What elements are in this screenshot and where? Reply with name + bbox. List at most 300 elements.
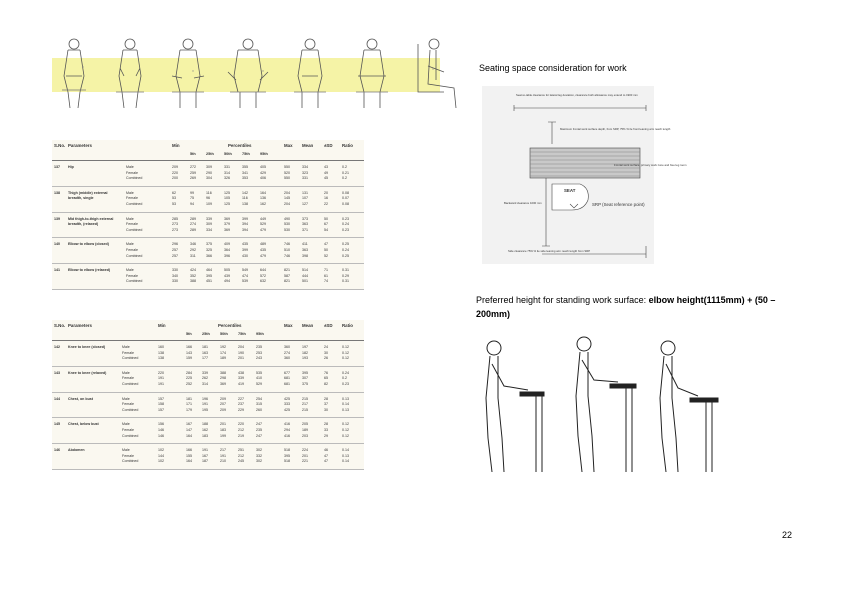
- table-cell: 399: [242, 216, 248, 221]
- table-cell: 20: [324, 190, 328, 195]
- table-cell: 330: [172, 268, 178, 273]
- table-cell: 67: [324, 222, 328, 227]
- table-cell: 821: [284, 268, 290, 273]
- table-cell: 247: [256, 433, 262, 438]
- table-cell: 464: [206, 268, 212, 273]
- table-row: [52, 279, 364, 285]
- table-cell: 677: [284, 370, 290, 375]
- sex-label: Female: [122, 427, 134, 432]
- sex-label: Male: [122, 422, 130, 427]
- table-cell: 0.08: [342, 190, 349, 195]
- table-cell: 177: [202, 356, 208, 361]
- table-cell: 444: [302, 273, 308, 278]
- table-cell: 247: [256, 422, 262, 427]
- row-number: 144: [54, 396, 60, 401]
- table-cell: 435: [260, 247, 266, 252]
- table-cell: 257: [172, 247, 178, 252]
- table-cell: 166: [186, 345, 192, 349]
- table-cell: 0.25: [342, 242, 349, 247]
- table-cell: 260: [256, 407, 262, 412]
- table-cell: 204: [284, 190, 290, 195]
- table-row-group: [52, 341, 364, 367]
- table-cell: 182: [302, 350, 308, 355]
- col-mean: Mean: [302, 323, 314, 328]
- table-cell: 309: [206, 222, 212, 227]
- table-cell: 82: [324, 381, 328, 386]
- parameter-name: Abdomen: [68, 448, 85, 453]
- table-cell: 0.23: [342, 227, 349, 232]
- col-sd: ±SD: [324, 143, 333, 148]
- table-cell: 587: [284, 273, 290, 278]
- table-cell: 219: [238, 433, 244, 438]
- table-cell: 22: [324, 201, 328, 206]
- table-cell: 0.14: [342, 402, 349, 407]
- table-cell: 235: [256, 345, 262, 349]
- table-cell: 430: [242, 253, 248, 258]
- table-cell: 189: [302, 427, 308, 432]
- table-cell: 410: [256, 376, 262, 381]
- table-cell: 314: [224, 170, 230, 175]
- table-cell: 200: [172, 176, 178, 181]
- table-cell: 183: [202, 433, 208, 438]
- table-cell: 24: [324, 345, 328, 349]
- table-cell: 116: [242, 196, 248, 201]
- table-cell: 160: [158, 345, 164, 349]
- table-cell: 174: [220, 350, 226, 355]
- col-sd: ±SD: [324, 323, 333, 328]
- table-cell: 125: [224, 201, 230, 206]
- table-cell: 262: [202, 376, 208, 381]
- table-cell: 395: [284, 453, 290, 458]
- table-cell: 116: [206, 190, 212, 195]
- table-cell: 207: [220, 402, 226, 407]
- table-cell: 371: [302, 227, 308, 232]
- sex-label: Combined: [126, 201, 143, 206]
- table-cell: 158: [158, 402, 164, 407]
- table-cell: 311: [190, 253, 196, 258]
- table-cell: 0.14: [342, 459, 349, 464]
- table-cell: 164: [186, 433, 192, 438]
- row-number: 142: [54, 345, 60, 349]
- table-cell: 0.07: [342, 196, 349, 201]
- sex-label: Combined: [122, 407, 139, 412]
- table-cell: 0.29: [342, 273, 349, 278]
- col-ratio: Ratio: [342, 143, 353, 148]
- table-cell: 352: [190, 273, 196, 278]
- table-cell: 429: [260, 170, 266, 175]
- table-cell: 405: [260, 165, 266, 169]
- sex-label: Female: [126, 222, 138, 227]
- table-cell: 331: [224, 165, 230, 169]
- table-cell: 167: [186, 422, 192, 427]
- table-cell: 369: [220, 381, 226, 386]
- table-cell: 0.2: [342, 176, 347, 181]
- table-cell: 138: [158, 350, 164, 355]
- table-row-group: [52, 418, 364, 444]
- table-cell: 96: [206, 196, 210, 201]
- sex-label: Male: [122, 448, 130, 453]
- table-cell: 510: [284, 247, 290, 252]
- table-cell: 416: [284, 433, 290, 438]
- table-cell: 520: [284, 170, 290, 175]
- table-cell: 398: [302, 253, 308, 258]
- table-cell: 411: [302, 242, 308, 247]
- table-cell: 273: [172, 222, 178, 227]
- table-cell: 187: [202, 459, 208, 464]
- table-cell: 330: [172, 279, 178, 284]
- table-cell: 209: [172, 165, 178, 169]
- table-row-group: [52, 393, 364, 419]
- sex-label: Male: [126, 242, 134, 247]
- standing-caption-text: Preferred height for standing work surface:: [476, 295, 649, 305]
- table-cell: 46: [324, 448, 328, 453]
- table-cell: 259: [190, 170, 196, 175]
- row-number: 143: [54, 370, 60, 375]
- table-cell: 379: [224, 222, 230, 227]
- parameter-name: Hip: [68, 165, 74, 169]
- table-cell: 292: [190, 247, 196, 252]
- table-cell: 37: [324, 402, 328, 407]
- table-row: [52, 228, 364, 234]
- table-row: [52, 202, 364, 208]
- table-cell: 535: [256, 370, 262, 375]
- table-cell: 272: [190, 165, 196, 169]
- table-cell: 74: [324, 279, 328, 284]
- sex-label: Female: [122, 350, 134, 355]
- table-cell: 366: [206, 253, 212, 258]
- sex-label: Combined: [126, 176, 143, 181]
- table-cell: 284: [186, 370, 192, 375]
- table-cell: 0.12: [342, 345, 349, 349]
- col-p95: 95th: [260, 152, 268, 156]
- svg-text:X: X: [262, 69, 265, 73]
- table-cell: 451: [206, 279, 212, 284]
- table-cell: 315: [256, 402, 262, 407]
- svg-text:X: X: [432, 67, 435, 71]
- table-cell: 251: [238, 448, 244, 453]
- row-number: 137: [54, 165, 60, 169]
- table-cell: 227: [238, 396, 244, 401]
- sex-label: Female: [126, 273, 138, 278]
- col-p25: 25th: [206, 152, 214, 156]
- table-cell: 0.31: [342, 268, 349, 273]
- table-cell: 179: [186, 407, 192, 412]
- table-cell: 424: [190, 268, 196, 273]
- table-row-group: [52, 238, 364, 264]
- table-cell: 220: [238, 422, 244, 427]
- table-cell: 572: [260, 273, 266, 278]
- table-cell: 334: [302, 165, 308, 169]
- table-cell: 0.2: [342, 376, 347, 381]
- table-cell: 0.2: [342, 165, 347, 169]
- row-number: 140: [54, 242, 60, 247]
- table-cell: 204: [284, 201, 290, 206]
- table-cell: 257: [172, 253, 178, 258]
- table-cell: 0.21: [342, 170, 349, 175]
- parameter-name: Knee to knee (relaxed): [68, 370, 107, 375]
- row-number: 146: [54, 448, 60, 453]
- parameter-name: Elbow to elbow (relaxed): [68, 268, 111, 273]
- seat-reference-diagram: [482, 86, 687, 264]
- table-cell: 0.12: [342, 427, 349, 432]
- table-cell: 0.14: [342, 448, 349, 453]
- table-cell: 30: [324, 350, 328, 355]
- seated-postures-figure: [52, 36, 468, 114]
- table-cell: 192: [220, 345, 226, 349]
- table-cell: 0.13: [342, 396, 349, 401]
- table-cell: 61: [324, 273, 328, 278]
- table-header: [52, 140, 364, 161]
- row-number: 139: [54, 216, 60, 221]
- sex-label: Male: [126, 190, 134, 195]
- table-cell: 0.12: [342, 422, 349, 427]
- table-cell: 215: [302, 407, 308, 412]
- table-cell: 138: [242, 201, 248, 206]
- col-parameters: Parameters: [68, 323, 92, 328]
- table-cell: 304: [206, 176, 212, 181]
- table-cell: 518: [284, 448, 290, 453]
- table-cell: 94: [190, 201, 194, 206]
- col-ratio: Ratio: [342, 323, 353, 328]
- table-cell: 53: [172, 196, 176, 201]
- sex-label: Male: [122, 370, 130, 375]
- table-cell: 146: [158, 433, 164, 438]
- sex-label: Combined: [126, 227, 143, 232]
- table-row: [52, 254, 364, 260]
- sex-label: Male: [122, 396, 130, 401]
- table-cell: 215: [302, 396, 308, 401]
- table-cell: 274: [284, 350, 290, 355]
- table-cell: 49: [324, 170, 328, 175]
- table-cell: 514: [302, 268, 308, 273]
- table-cell: 162: [202, 427, 208, 432]
- table-cell: 199: [220, 433, 226, 438]
- table-cell: 191: [158, 381, 164, 386]
- seat-depth-note: Maximum frontal work surface depth, from SRP, 75% % ile front leaning arm reach length: [560, 127, 671, 131]
- table-cell: 167: [202, 453, 208, 458]
- seat-surface-note: Frontal work surface, primary work zone and free leg room: [614, 163, 687, 167]
- sex-label: Male: [126, 216, 134, 221]
- table-cell: 323: [302, 170, 308, 175]
- table-cell: 302: [256, 448, 262, 453]
- table-cell: 142: [242, 190, 248, 195]
- table-cell: 550: [284, 165, 290, 169]
- table-cell: 474: [242, 273, 248, 278]
- col-max: Max: [284, 323, 293, 328]
- table-cell: 375: [206, 242, 212, 247]
- table-cell: 47: [324, 453, 328, 458]
- table-cell: 163: [202, 350, 208, 355]
- table-cell: 340: [172, 273, 178, 278]
- table-cell: 334: [206, 227, 212, 232]
- seating-caption: Seating space consideration for work: [479, 63, 627, 73]
- table-cell: 47: [324, 459, 328, 464]
- sex-label: Male: [122, 345, 130, 349]
- table-cell: 181: [186, 396, 192, 401]
- table-cell: 50: [324, 247, 328, 252]
- table-cell: 494: [224, 279, 230, 284]
- table-cell: 164: [186, 459, 192, 464]
- sex-label: Female: [122, 453, 134, 458]
- sex-label: Combined: [122, 433, 139, 438]
- table-cell: 339: [202, 370, 208, 375]
- sex-label: Male: [126, 165, 134, 169]
- table-cell: 254: [256, 396, 262, 401]
- table-cell: 314: [202, 381, 208, 386]
- table-cell: 203: [302, 433, 308, 438]
- table-cell: 373: [302, 216, 308, 221]
- table-cell: 253: [256, 350, 262, 355]
- parameter-name: Chest, below bust: [68, 422, 99, 427]
- table-cell: 0.12: [342, 356, 349, 361]
- table-cell: 127: [302, 201, 308, 206]
- table-cell: 157: [158, 407, 164, 412]
- table-cell: 505: [224, 268, 230, 273]
- col-no: S.No.: [54, 143, 66, 148]
- table-cell: 191: [220, 453, 226, 458]
- sex-label: Female: [122, 402, 134, 407]
- table-cell: 76: [324, 370, 328, 375]
- table-cell: 632: [260, 279, 266, 284]
- table-cell: 217: [220, 448, 226, 453]
- table-body: [52, 161, 364, 290]
- table-cell: 53: [172, 201, 176, 206]
- table-cell: 155: [186, 453, 192, 458]
- standing-caption: [476, 293, 806, 321]
- table-row: [52, 408, 364, 414]
- col-p95: 95th: [256, 332, 264, 336]
- table-cell: 0.13: [342, 407, 349, 412]
- table-cell: 363: [302, 222, 308, 227]
- col-mean: Mean: [302, 143, 314, 148]
- table-row: [52, 356, 364, 362]
- table-cell: 217: [302, 402, 308, 407]
- table-cell: 197: [302, 345, 308, 349]
- table-cell: 210: [220, 459, 226, 464]
- parameter-name: Mid thigh-to-thigh external breadth, (relaxed): [68, 216, 114, 226]
- table-cell: 395: [302, 370, 308, 375]
- col-p5: 5th: [190, 152, 196, 156]
- seat-label: SEAT: [564, 188, 576, 193]
- table-cell: 188: [202, 422, 208, 427]
- table-cell: 396: [224, 253, 230, 258]
- table-cell: 298: [220, 376, 226, 381]
- table-cell: 16: [324, 196, 328, 201]
- sex-label: Female: [126, 247, 138, 252]
- table-cell: 644: [260, 268, 266, 273]
- table-cell: 501: [302, 279, 308, 284]
- table-cell: 196: [202, 396, 208, 401]
- table-cell: 333: [284, 402, 290, 407]
- table-cell: 331: [302, 176, 308, 181]
- table-cell: 530: [284, 227, 290, 232]
- table-cell: 539: [242, 279, 248, 284]
- table-cell: 419: [238, 381, 244, 386]
- table-cell: 364: [224, 247, 230, 252]
- col-no: S.No.: [54, 323, 66, 328]
- table-cell: 0.13: [342, 453, 349, 458]
- table-cell: 339: [206, 216, 212, 221]
- table-cell: 245: [238, 459, 244, 464]
- table-cell: 360: [284, 345, 290, 349]
- table-cell: 339: [238, 376, 244, 381]
- table-cell: 159: [186, 356, 192, 361]
- table-row: [52, 176, 364, 182]
- table-cell: 369: [224, 216, 230, 221]
- table-cell: 530: [284, 222, 290, 227]
- table-cell: 326: [224, 176, 230, 181]
- table-cell: 47: [324, 242, 328, 247]
- table-cell: 489: [260, 242, 266, 247]
- table-cell: 71: [324, 268, 328, 273]
- table-cell: 99: [190, 190, 194, 195]
- table-cell: 425: [284, 396, 290, 401]
- table-cell: 0.31: [342, 279, 349, 284]
- table-cell: 147: [186, 427, 192, 432]
- parameter-name: Elbow to elbow (closed): [68, 242, 109, 247]
- table-cell: 143: [186, 350, 192, 355]
- table-cell: 388: [220, 370, 226, 375]
- table-cell: 388: [190, 279, 196, 284]
- sex-label: Female: [126, 196, 138, 201]
- table-cell: 221: [302, 459, 308, 464]
- table-cell: 490: [284, 216, 290, 221]
- table-row-group: [52, 161, 364, 187]
- table-cell: 296: [172, 242, 178, 247]
- row-number: 138: [54, 190, 60, 195]
- table-cell: 204: [238, 345, 244, 349]
- table-cell: 0.08: [342, 201, 349, 206]
- table-cell: 746: [284, 242, 290, 247]
- table-cell: 0.23: [342, 216, 349, 221]
- sex-label: Combined: [126, 253, 143, 258]
- table-cell: 195: [202, 407, 208, 412]
- table-row: [52, 382, 364, 388]
- table-cell: 191: [202, 448, 208, 453]
- table-cell: 138: [158, 356, 164, 361]
- table-cell: 30: [324, 407, 328, 412]
- svg-text:X: X: [82, 65, 85, 69]
- table-cell: 201: [302, 453, 308, 458]
- row-number: 145: [54, 422, 60, 427]
- table-row: [52, 434, 364, 440]
- table-cell: 332: [256, 453, 262, 458]
- srp-label: SRP (Seat reference point): [592, 202, 645, 207]
- table-cell: 209: [220, 396, 226, 401]
- table-cell: 438: [238, 370, 244, 375]
- table-cell: 28: [324, 396, 328, 401]
- table-header: [52, 320, 364, 341]
- table-cell: 289: [190, 227, 196, 232]
- table-cell: 529: [256, 381, 262, 386]
- table-cell: 375: [302, 381, 308, 386]
- table-cell: 212: [238, 427, 244, 432]
- table-cell: 0.24: [342, 247, 349, 252]
- table-cell: 102: [158, 459, 164, 464]
- table-cell: 33: [324, 427, 328, 432]
- table-cell: 52: [324, 253, 328, 258]
- table-cell: 341: [242, 170, 248, 175]
- table-row: [52, 459, 364, 465]
- table-row-group: [52, 264, 364, 290]
- col-p50: 50th: [220, 332, 228, 336]
- table-cell: 252: [186, 381, 192, 386]
- table-cell: 529: [260, 222, 266, 227]
- table-cell: 409: [224, 242, 230, 247]
- table-cell: 746: [284, 253, 290, 258]
- table-cell: 0.12: [342, 350, 349, 355]
- col-percentiles: Percentiles: [228, 143, 252, 148]
